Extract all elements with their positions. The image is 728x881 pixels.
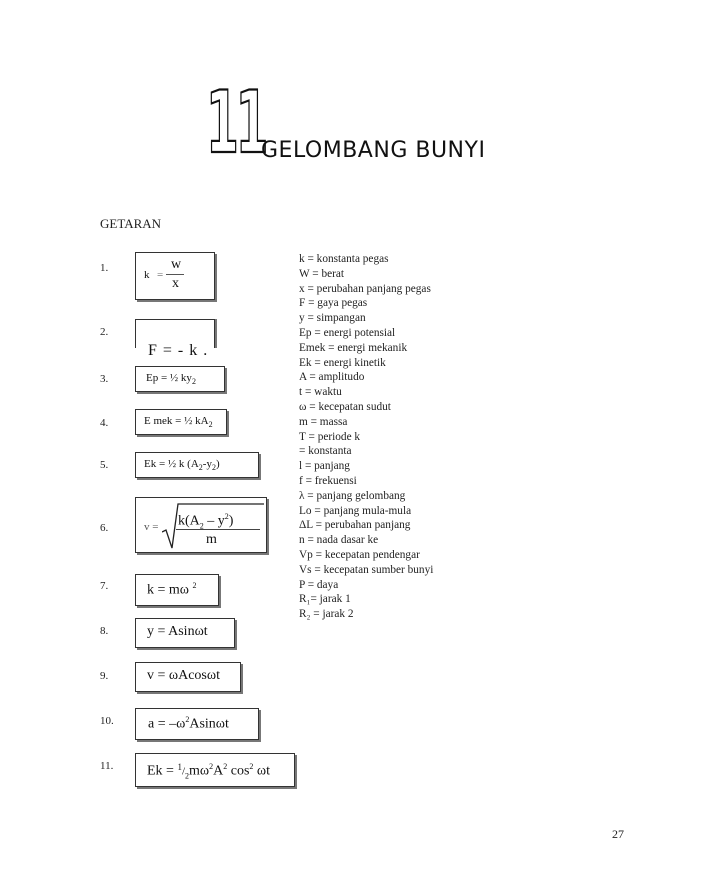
formula-displacement [135,618,235,648]
legend-item: Emek = energi mekanik [299,341,408,354]
item-number: 10. [100,715,114,727]
formula-text: $a = -\omega^2Asin\omega t$ [148,715,229,732]
formula-numerator: $k(A_2 - y^2)$ [178,512,234,531]
formula-text: Ek = ½ k $(A_2-y_2)$ [144,458,220,473]
formula-lhs: k [144,269,150,281]
item-number: 2. [100,326,109,338]
legend-item: k = konstanta pegas [299,253,389,265]
item-number: 11. [100,760,114,772]
legend-item: Ek = energi kinetik [299,356,386,369]
legend-item: Vs = kecepatan sumber bunyi [299,563,434,576]
formula-denominator: x [172,276,179,291]
item-number: 8. [100,625,109,637]
legend-item: m = massa [299,415,348,428]
formula-text: F = - k . [148,342,209,359]
item-number: 9. [100,670,109,682]
variable-legend [299,252,433,622]
formula-text: $Ek = ^1/_2m\omega^2A^2$ $\cos^2 \omega t$ [147,761,271,781]
chapter-title: GELOMBANG BUNYI [261,138,486,163]
formula-text: k = mω $^2$ [147,581,197,598]
item-number: 4. [100,417,109,429]
formula-spring-force [135,319,215,359]
legend-item: Ep = energi potensial [299,326,396,339]
legend-item: T = periode k [299,430,361,443]
legend-item: Lo = panjang mula-mula [299,504,412,517]
chapter-number: 11 [206,73,266,173]
legend-item: A = amplitudo [299,371,365,384]
item-number: 7. [100,580,109,592]
formula-potential-energy [135,366,225,392]
legend-item: R₁= jarak 1 [299,593,351,606]
item-number: 1. [100,262,109,274]
formula-equals: = [157,269,164,281]
formula-spring-constant [135,252,215,300]
legend-item: x = perubahan panjang pegas [299,282,431,295]
section-heading: GETARAN [100,216,162,231]
formula-kinetic-energy-full [135,753,295,787]
legend-item: λ = panjang gelombang [299,489,406,502]
legend-item: R₂ = jarak 2 [299,608,354,621]
formula-velocity [135,662,241,692]
formula-acceleration [135,708,259,740]
formula-k-m-omega [135,574,219,606]
item-number: 6. [100,522,109,534]
formula-text: y = Asinωt [147,624,208,639]
legend-item: = konstanta [299,445,352,458]
legend-item: f = frekuensi [299,474,357,487]
formula-numerator: w [171,257,182,272]
legend-item: P = daya [299,578,339,591]
fraction-bar [176,529,260,530]
legend-item: F = gaya pegas [299,297,368,310]
formula-text: Ep = ½ $ky_2$ [146,372,196,387]
legend-item: n = nada dasar ke [299,534,379,547]
formula-text: E mek = ½ $kA_2$ [144,415,213,430]
legend-item: l = panjang [299,460,350,473]
formula-kinetic-energy [135,452,259,478]
legend-item: y = simpangan [299,312,366,325]
legend-item: Vp = kecepatan pendengar [299,548,420,561]
formula-denominator: m [206,532,217,547]
legend-item: ω = kecepatan sudut [299,400,391,413]
formula-lhs: v = [144,521,159,533]
page-number: 27 [612,827,624,841]
legend-item: W = berat [299,267,345,280]
item-number: 5. [100,459,109,471]
formula-text: v = ωAcosωt [147,668,220,683]
legend-item: t = waktu [299,386,342,399]
formula-mechanical-energy [135,409,227,435]
fraction-bar [166,274,184,275]
legend-item: ΔL = perubahan panjang [299,519,411,532]
formula-velocity-sqrt [135,497,267,553]
item-number: 3. [100,373,109,385]
